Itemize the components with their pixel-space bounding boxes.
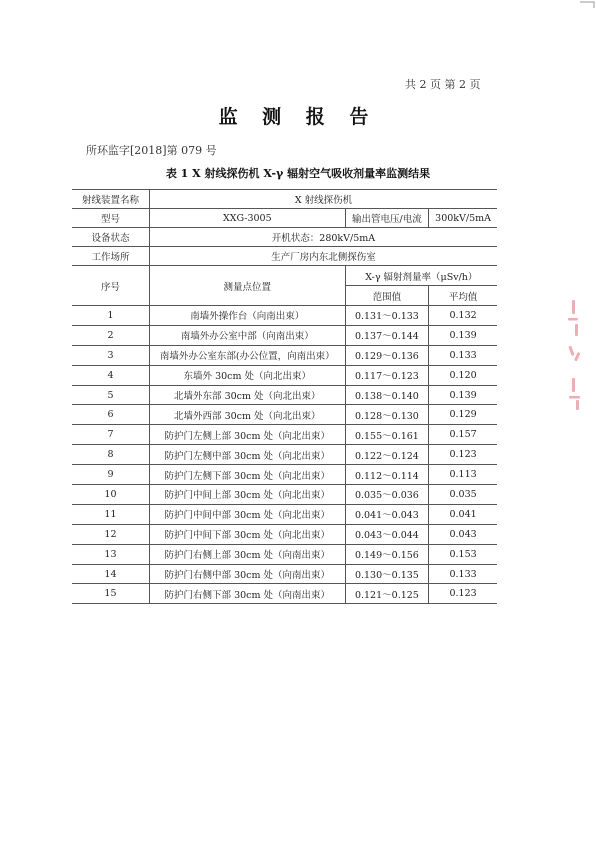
corner-mark — [578, 0, 596, 10]
col-header-range: 范围值 — [345, 286, 429, 306]
row-position: 东墙外 30cm 处（向北出束） — [149, 365, 345, 385]
row-position: 防护门中间中部 30cm 处（向北出束） — [149, 504, 345, 524]
row-range: 0.041～0.043 — [345, 504, 429, 524]
row-average: 0.139 — [429, 385, 497, 405]
device-label: 射线装置名称 — [72, 190, 149, 209]
row-range: 0.122～0.124 — [345, 445, 429, 465]
row-range: 0.138～0.140 — [345, 385, 429, 405]
row-average: 0.133 — [429, 564, 497, 584]
row-number: 10 — [72, 485, 149, 505]
row-number: 13 — [72, 544, 149, 564]
row-number: 4 — [72, 365, 149, 385]
row-number: 5 — [72, 385, 149, 405]
row-average: 0.113 — [429, 465, 497, 485]
row-range: 0.128～0.130 — [345, 405, 429, 425]
table-row — [72, 584, 497, 604]
row-range: 0.131～0.133 — [345, 306, 429, 326]
row-average: 0.129 — [429, 405, 497, 425]
table-row — [72, 306, 497, 326]
table-row — [72, 485, 497, 505]
status-row — [72, 228, 497, 247]
table-row — [72, 504, 497, 524]
status-label: 设备状态 — [72, 228, 149, 247]
row-range: 0.121～0.125 — [345, 584, 429, 604]
row-average: 0.132 — [429, 306, 497, 326]
row-average: 0.043 — [429, 524, 497, 544]
voltage-label: 输出管电压/电流 — [345, 209, 429, 228]
site-label: 工作场所 — [72, 247, 149, 266]
model-label: 型号 — [72, 209, 149, 228]
row-position: 南墙外操作台（向南出束） — [149, 306, 345, 326]
page-info: 共 2 页 第 2 页 — [405, 78, 481, 91]
row-range: 0.035～0.036 — [345, 485, 429, 505]
row-position: 防护门中间下部 30cm 处（向北出束） — [149, 524, 345, 544]
table-row — [72, 345, 497, 365]
row-position: 南墙外办公室东部(办公位置，向南出束） — [149, 345, 345, 365]
row-average: 0.123 — [429, 445, 497, 465]
row-position: 北墙外东部 30cm 处（向北出束） — [149, 385, 345, 405]
row-position: 防护门左侧上部 30cm 处（向北出束） — [149, 425, 345, 445]
row-number: 2 — [72, 325, 149, 345]
row-average: 0.133 — [429, 345, 497, 365]
table-row — [72, 564, 497, 584]
page-title: 监 测 报 告 — [218, 106, 378, 128]
table-row — [72, 465, 497, 485]
table-row — [72, 544, 497, 564]
row-average: 0.157 — [429, 425, 497, 445]
table-row — [72, 405, 497, 425]
voltage-value: 300kV/5mA — [429, 209, 497, 228]
row-position: 防护门左侧下部 30cm 处（向北出束） — [149, 465, 345, 485]
row-range: 0.129～0.136 — [345, 345, 429, 365]
row-number: 7 — [72, 425, 149, 445]
row-number: 11 — [72, 504, 149, 524]
row-position: 防护门左侧中部 30cm 处（向北出束） — [149, 445, 345, 465]
red-stamp-fragment — [566, 296, 584, 416]
row-position: 防护门右侧下部 30cm 处（向南出束） — [149, 584, 345, 604]
device-row — [72, 190, 497, 209]
row-range: 0.155～0.161 — [345, 425, 429, 445]
col-header-avg: 平均值 — [429, 286, 497, 306]
row-average: 0.041 — [429, 504, 497, 524]
row-number: 14 — [72, 564, 149, 584]
table-row — [72, 524, 497, 544]
table-row — [72, 445, 497, 465]
row-position: 防护门右侧上部 30cm 处（向南出束） — [149, 544, 345, 564]
table-row — [72, 425, 497, 445]
col-header-position: 测量点位置 — [149, 266, 345, 306]
site-value: 生产厂房内东北侧探伤室 — [149, 247, 497, 266]
row-average: 0.120 — [429, 365, 497, 385]
model-value: XXG-3005 — [149, 209, 345, 228]
table-row — [72, 385, 497, 405]
device-value: X 射线探伤机 — [149, 190, 497, 209]
col-header-dose-rate: X-γ 辐射剂量率（μSv/h） — [345, 266, 497, 286]
row-range: 0.137～0.144 — [345, 325, 429, 345]
status-value: 开机状态：280kV/5mA — [149, 228, 497, 247]
row-range: 0.130～0.135 — [345, 564, 429, 584]
dose-rate-table — [72, 189, 497, 604]
table-row — [72, 365, 497, 385]
row-range: 0.149～0.156 — [345, 544, 429, 564]
row-range: 0.043～0.044 — [345, 524, 429, 544]
col-header-no: 序号 — [72, 266, 149, 306]
table-row — [72, 325, 497, 345]
row-average: 0.123 — [429, 584, 497, 604]
report-number: 所环监字[2018]第 079 号 — [86, 144, 217, 157]
table-caption: 表 1 X 射线探伤机 X-γ 辐射空气吸收剂量率监测结果 — [165, 167, 431, 180]
row-average: 0.153 — [429, 544, 497, 564]
row-number: 9 — [72, 465, 149, 485]
row-position: 北墙外西部 30cm 处（向北出束） — [149, 405, 345, 425]
header-row-1 — [72, 266, 497, 286]
row-number: 6 — [72, 405, 149, 425]
row-number: 15 — [72, 584, 149, 604]
row-number: 8 — [72, 445, 149, 465]
row-position: 防护门中间上部 30cm 处（向北出束） — [149, 485, 345, 505]
row-range: 0.112～0.114 — [345, 465, 429, 485]
row-number: 12 — [72, 524, 149, 544]
row-position: 防护门右侧中部 30cm 处（向南出束） — [149, 564, 345, 584]
site-row — [72, 247, 497, 266]
row-number: 3 — [72, 345, 149, 365]
row-range: 0.117～0.123 — [345, 365, 429, 385]
row-average: 0.139 — [429, 325, 497, 345]
row-number: 1 — [72, 306, 149, 326]
row-average: 0.035 — [429, 485, 497, 505]
model-row — [72, 209, 497, 228]
row-position: 南墙外办公室中部（向南出束） — [149, 325, 345, 345]
